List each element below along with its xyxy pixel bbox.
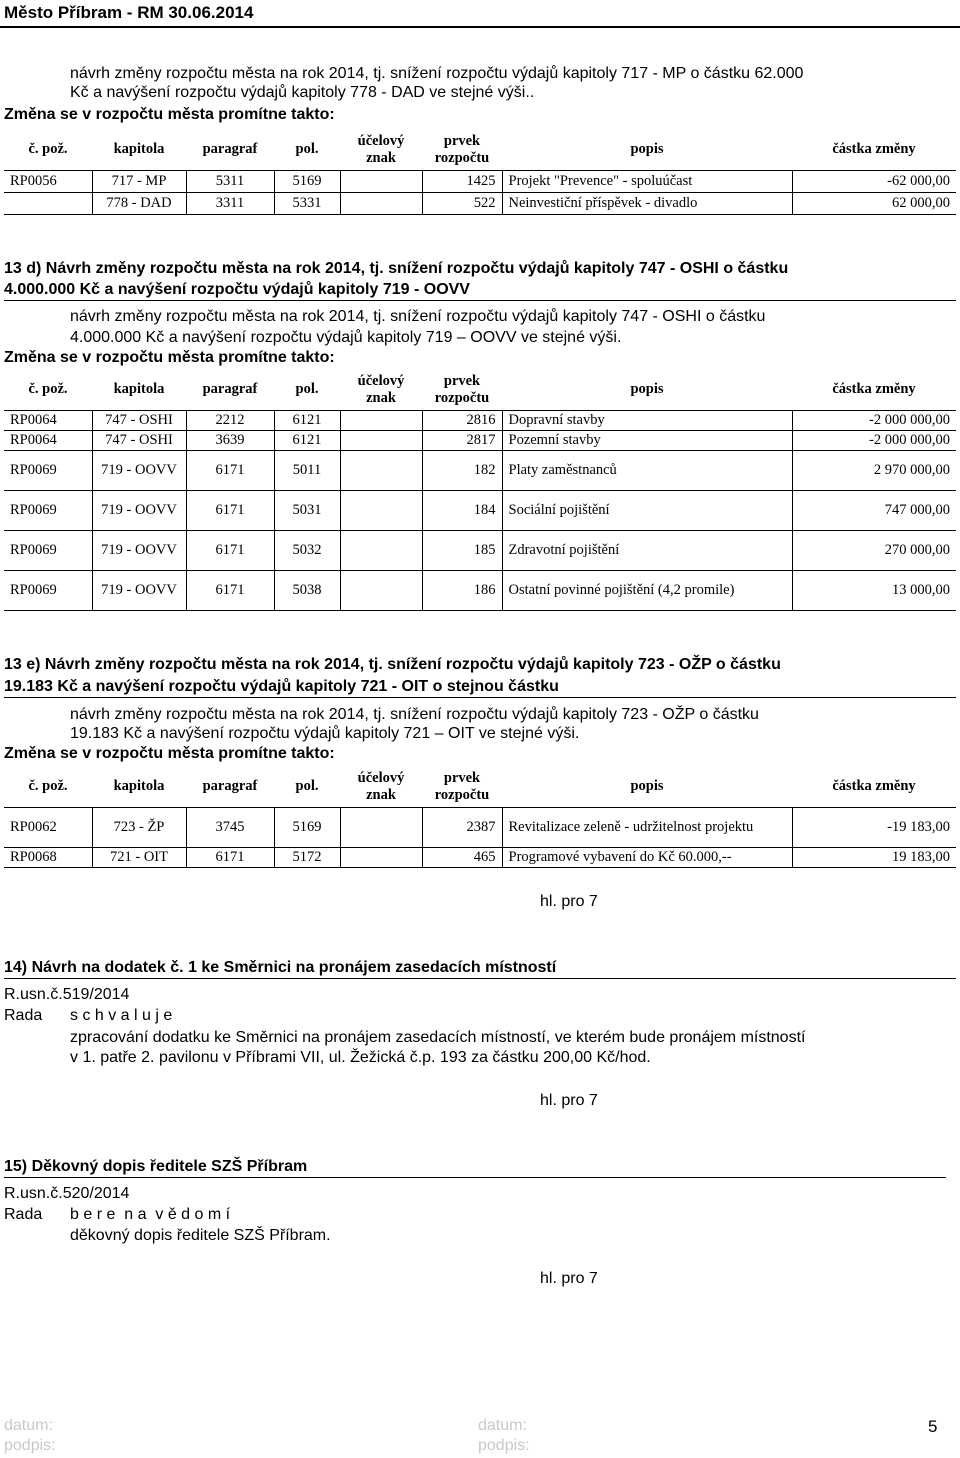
- s13d-text-1: návrh změny rozpočtu města na rok 2014, tj. snížení rozpočtu výdajů kapitoly 747 - OSHI o částku: [70, 308, 766, 325]
- s13e-title-1: 13 e) Návrh změny rozpočtu města na rok 2014, tj. snížení rozpočtu výdajů kapitoly 723 - OŽP o částku: [4, 656, 781, 673]
- s14-title: 14) Návrh na dodatek č. 1 ke Směrnici na pronájem zasedacích místností: [4, 959, 557, 976]
- s15-verb: b e r e n a v ě d o m í: [70, 1206, 231, 1223]
- table-header-row: [4, 130, 956, 170]
- table-row: RP0056 717 - MP 5311 5169 1425 Projekt "Prevence" - spoluúčast -62 000,00: [4, 170, 956, 192]
- s13c-change-heading: Změna se v rozpočtu města promítne takto:: [4, 106, 335, 123]
- s14-usn: R.usn.č.519/2014: [4, 986, 130, 1003]
- s15-usn: R.usn.č.520/2014: [4, 1185, 130, 1202]
- table-row: RP0062 723 - ŽP 3745 5169 2387 Revitalizace zeleně - udržitelnost projektu -19 183,00: [4, 807, 956, 847]
- table-row: RP0064 747 - OSHI 3639 6121 2817 Pozemní stavby -2 000 000,00: [4, 430, 956, 450]
- s14-title-underline: [4, 978, 956, 979]
- page-number: 5: [928, 1417, 938, 1436]
- footer-datum-left: datum:: [4, 1417, 53, 1434]
- col-header-popis: popis: [630, 141, 664, 158]
- s13c-table: [4, 130, 956, 215]
- s13e-text-2: 19.183 Kč a navýšení rozpočtu výdajů kapitoly 721 – OIT ve stejné výši.: [70, 725, 580, 742]
- table-row: RP0068 721 - OIT 6171 5172 465 Programové vybavení do Kč 60.000,-- 19 183,00: [4, 847, 956, 867]
- col-header-znak: účelový znak: [357, 132, 405, 166]
- s15-title: 15) Děkovný dopis ředitele SZŠ Příbram: [4, 1158, 308, 1175]
- s13e-change-heading: Změna se v rozpočtu města promítne takto:: [4, 745, 335, 762]
- s15-title-underline: [4, 1177, 946, 1178]
- s13d-title-1: 13 d) Návrh změny rozpočtu města na rok 2014, tj. snížení rozpočtu výdajů kapitoly 747 - OSHI o částku: [4, 260, 789, 277]
- col-header-kapitola: kapitola: [113, 141, 165, 158]
- s14-text-2: v 1. patře 2. pavilonu v Příbrami VII, ul. Žežická č.p. 193 za částku 200,00 Kč/hod.: [70, 1049, 651, 1066]
- s13d-table: [4, 370, 956, 611]
- table-header-row: č. pož. kapitola paragraf pol. účelový znak prvek rozpočtu popis částka změny: [28, 769, 916, 803]
- s15-vote: hl. pro 7: [540, 1270, 598, 1287]
- s13e-vote: hl. pro 7: [540, 893, 598, 910]
- s13e-table: [4, 767, 956, 868]
- table-row: 778 - DAD 3311 5331 522 Neinvestiční příspěvek - divadlo 62 000,00: [4, 192, 956, 214]
- header-divider: [0, 26, 960, 28]
- s14-text-1: zpracování dodatku ke Směrnici na pronájem zasedacích místností, ve kterém bude pronájem místností: [70, 1029, 806, 1046]
- footer-podpis-right: podpis:: [478, 1437, 530, 1454]
- table-header-row: č. pož. kapitola paragraf pol. účelový znak prvek rozpočtu popis částka změny: [28, 372, 916, 406]
- s15-text-1: děkovný dopis ředitele SZŠ Příbram.: [70, 1227, 331, 1244]
- s14-rada: Rada: [4, 1007, 43, 1024]
- col-header-prvek: prvek rozpočtu: [434, 132, 490, 166]
- s13d-title-underline: [4, 300, 956, 301]
- table-row: RP0069 719 - OOVV 6171 5011 182 Platy zaměstnanců 2 970 000,00: [4, 450, 956, 490]
- s13e-text-1: návrh změny rozpočtu města na rok 2014, tj. snížení rozpočtu výdajů kapitoly 723 - OŽP o částku: [70, 706, 759, 723]
- s14-verb: s c h v a l u j e: [70, 1007, 173, 1024]
- col-header-poz: č. pož.: [28, 141, 68, 158]
- s13d-text-2: 4.000.000 Kč a navýšení rozpočtu výdajů kapitoly 719 – OOVV ve stejné výši.: [70, 329, 622, 346]
- table-row: RP0064 747 - OSHI 2212 6121 2816 Dopravní stavby -2 000 000,00: [4, 410, 956, 430]
- footer-podpis-left: podpis:: [4, 1437, 56, 1454]
- s15-rada: Rada: [4, 1206, 43, 1223]
- col-header-paragraf: paragraf: [202, 141, 258, 158]
- s13d-change-heading: Změna se v rozpočtu města promítne takto:: [4, 349, 335, 366]
- s13e-title-underline: [4, 697, 956, 698]
- page-title: Město Příbram - RM 30.06.2014: [4, 3, 254, 22]
- footer-datum-right: datum:: [478, 1417, 527, 1434]
- s13c-text-2: Kč a navýšení rozpočtu výdajů kapitoly 778 - DAD ve stejné výši..: [70, 84, 535, 101]
- s14-vote: hl. pro 7: [540, 1092, 598, 1109]
- table-row: RP0069 719 - OOVV 6171 5032 185 Zdravotní pojištění 270 000,00: [4, 530, 956, 570]
- col-header-pol: pol.: [295, 141, 319, 158]
- s13d-title-2: 4.000.000 Kč a navýšení rozpočtu výdajů kapitoly 719 - OOVV: [4, 281, 470, 298]
- table-row: RP0069 719 - OOVV 6171 5031 184 Sociální pojištění 747 000,00: [4, 490, 956, 530]
- col-header-castka: částka změny: [832, 141, 916, 158]
- s13c-text-1: návrh změny rozpočtu města na rok 2014, tj. snížení rozpočtu výdajů kapitoly 717 - MP o částku 62.000: [70, 65, 804, 82]
- table-row: RP0069 719 - OOVV 6171 5038 186 Ostatní povinné pojištění (4,2 promile) 13 000,00: [4, 570, 956, 610]
- s13e-title-2: 19.183 Kč a navýšení rozpočtu výdajů kapitoly 721 - OIT o stejnou částku: [4, 678, 559, 695]
